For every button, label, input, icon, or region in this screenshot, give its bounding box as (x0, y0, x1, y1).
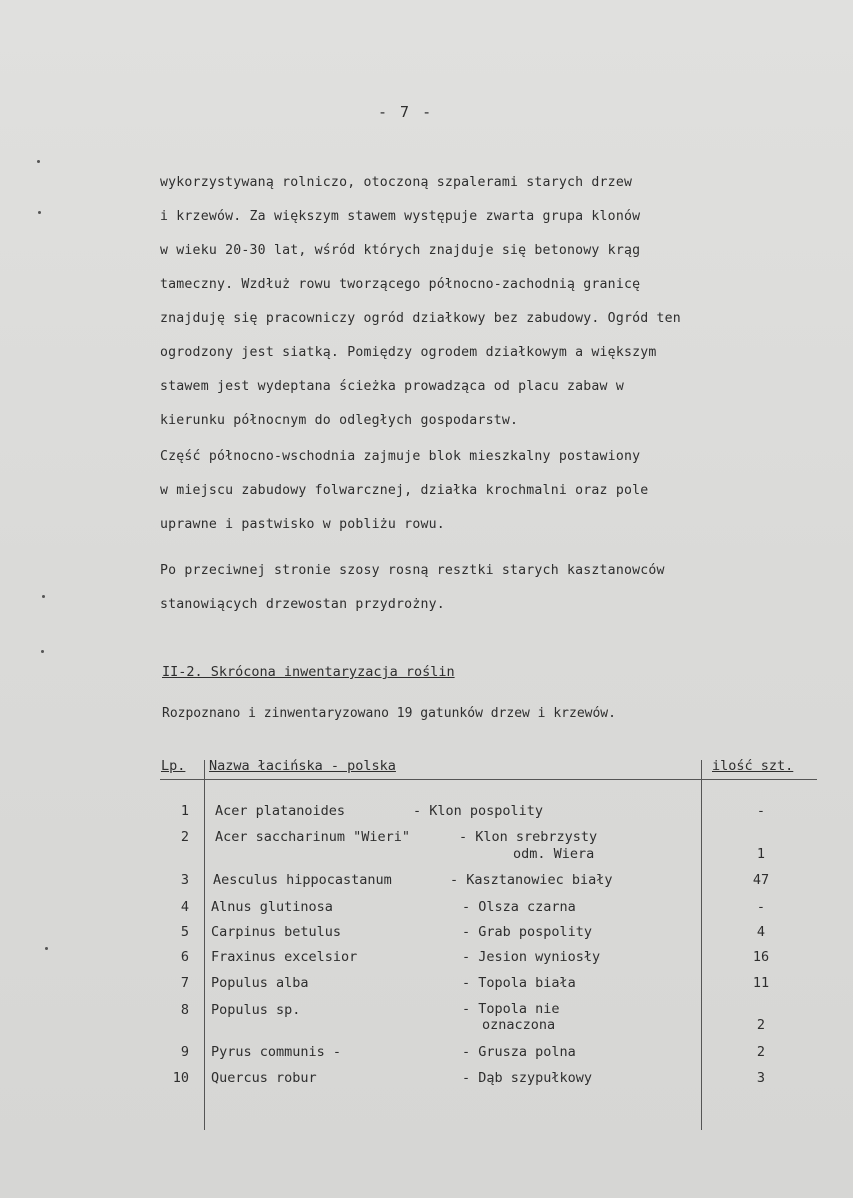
quantity: 2 (756, 1017, 766, 1033)
row-number: 5 (180, 924, 189, 940)
latin-name: Populus sp. (211, 1002, 301, 1018)
quantity: 11 (752, 975, 770, 991)
section-intro: Rozpoznano i zinwentaryzowano 19 gatunków drzew i krzewów. (162, 706, 616, 721)
latin-name: Acer platanoides (215, 803, 346, 819)
text-line: w wieku 20-30 lat, wśród których znajduje się betonowy krąg (160, 243, 641, 258)
polish-name: - Kasztanowiec biały (450, 872, 613, 888)
row-number: 9 (180, 1044, 189, 1060)
column-header-qty: ilość szt. (712, 758, 794, 774)
polish-name-cont: odm. Wiera (513, 846, 595, 862)
row-number: 10 (172, 1070, 189, 1086)
quantity: 2 (756, 1044, 766, 1060)
section-title: II-2. Skrócona inwentaryzacja roślin (162, 664, 455, 680)
polish-name: - Jesion wyniosły (462, 949, 601, 965)
latin-name: Pyrus communis - (211, 1044, 342, 1060)
row-number: 2 (180, 829, 189, 845)
polish-name: - Topola nie (462, 1001, 560, 1017)
latin-name: Alnus glutinosa (211, 899, 333, 915)
text-line: znajduję się pracowniczy ogród działkowy bez zabudowy. Ogród ten (160, 311, 681, 326)
quantity: 16 (752, 949, 770, 965)
paragraph-1 (160, 166, 830, 438)
page-number: - 7 - (378, 103, 434, 121)
text-line: stanowiących drzewostan przydrożny. (160, 597, 445, 612)
polish-name: - Klon pospolity (413, 803, 544, 819)
column-header-lp: Lp. (161, 758, 186, 774)
text-line: stawem jest wydeptana ścieżka prowadząca od placu zabaw w (160, 379, 624, 394)
text-line: w miejscu zabudowy folwarcznej, działka krochmalni oraz pole (160, 483, 649, 498)
polish-name: - Grab pospolity (462, 924, 593, 940)
quantity: 1 (756, 846, 766, 862)
polish-name: - Grusza polna (462, 1044, 576, 1060)
quantity: 47 (752, 872, 770, 888)
paragraph-3 (160, 554, 830, 622)
row-number: 1 (180, 803, 189, 819)
text-line: Po przeciwnej stronie szosy rosną resztki starych kasztanowców (160, 563, 665, 578)
latin-name: Aesculus hippocastanum (213, 872, 392, 888)
polish-name: - Dąb szypułkowy (462, 1070, 593, 1086)
text-line: i krzewów. Za większym stawem występuje zwarta grupa klonów (160, 209, 641, 224)
polish-name: - Olsza czarna (462, 899, 576, 915)
text-line: Część północno-wschodnia zajmuje blok mieszkalny postawiony (160, 449, 641, 464)
latin-name: Acer saccharinum "Wieri" (215, 829, 411, 845)
row-number: 4 (180, 899, 189, 915)
polish-name: - Klon srebrzysty (459, 829, 598, 845)
text-line: kierunku północnym do odległych gospodarstw. (160, 413, 519, 428)
polish-name: - Topola biała (462, 975, 576, 991)
row-number: 8 (180, 1002, 189, 1018)
punch-mark (42, 595, 45, 598)
latin-name: Populus alba (211, 975, 309, 991)
quantity: - (756, 803, 766, 819)
latin-name: Quercus robur (211, 1070, 317, 1086)
quantity: 3 (756, 1070, 766, 1086)
table-header-rule (160, 779, 817, 780)
column-header-name: Nazwa łacińska - polska (209, 758, 396, 774)
text-line: tameczny. Wzdłuż rowu tworzącego północno-zachodnią granicę (160, 277, 641, 292)
punch-mark (37, 160, 40, 163)
quantity: 4 (756, 924, 766, 940)
row-number: 7 (180, 975, 189, 991)
table-column-rule (204, 760, 205, 1130)
text-line: ogrodzony jest siatką. Pomiędzy ogrodem działkowym a większym (160, 345, 657, 360)
punch-mark (41, 650, 44, 653)
row-number: 6 (180, 949, 189, 965)
latin-name: Fraxinus excelsior (211, 949, 358, 965)
text-line: wykorzystywaną rolniczo, otoczoną szpalerami starych drzew (160, 175, 633, 190)
table-column-rule (701, 760, 702, 1130)
punch-mark (45, 947, 48, 950)
quantity: - (756, 899, 766, 915)
text-line: uprawne i pastwisko w pobliżu rowu. (160, 517, 445, 532)
row-number: 3 (180, 872, 189, 888)
paragraph-2 (160, 440, 830, 542)
latin-name: Carpinus betulus (211, 924, 342, 940)
polish-name-cont: oznaczona (482, 1017, 556, 1033)
punch-mark (38, 211, 41, 214)
